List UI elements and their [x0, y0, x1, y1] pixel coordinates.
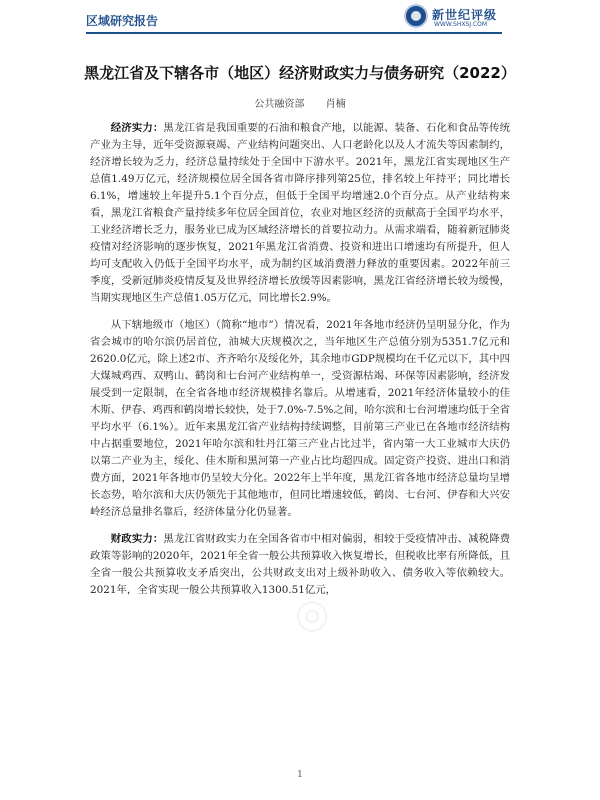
logo-seal-icon	[404, 4, 428, 28]
brand-logo	[404, 4, 524, 30]
paragraph-economic-strength	[90, 120, 510, 307]
header-divider	[86, 32, 502, 34]
paragraph-lead: 财政实力：	[110, 533, 164, 545]
logo-url: WWW.SHXSJ.COM	[434, 21, 488, 28]
section-label: 区域研究报告	[86, 14, 159, 28]
author-department: 公共融资部	[254, 99, 305, 110]
paragraph-fiscal-strength	[90, 531, 510, 599]
report-body	[90, 120, 510, 609]
paragraph-text: 从下辖地级市（地区）（简称“地市”）情况看，2021年各地市经济仍呈明显分化，作为省会城市的哈尔滨仍居首位，油城大庆规模次之，当年地区生产总值分别为5351.7亿元和2620.0亿元，除上述2市、齐齐哈尔及绥化外，其余地市GDP规模均在千亿元以下，其中四大煤城鸡西、双鸭山、鹤岗和七台河产业结构单一，受资源枯竭、环保等因素影响，经济发展受到一定限制，在全省各地市经济规模排名靠后。从增速看，2021年经济体量较小的佳木斯、伊春、鸡西和鹤岗增长较快，处于7.0%-7.5%之间，哈尔滨和七台河增速均低于全省平均水平（6.1%）。近年来黑龙江省产业结构持续调整，目前第三产业已在各地市经济结构中占据重要地位，2021年哈尔滨和牡丹江第三产业占比过半，省内第一大工业城市大庆仍以第二产业为主，绥化、佳木斯和黑河第一产业占比均超四成。固定资产投资、进出口和消费方面，2021年各地市仍呈较大分化。2022年上半年度，黑龙江省各地市经济总量均呈增长态势，哈尔滨和大庆仍领先于其他地市，但同比增速较低，鹤岗、七台河、伊春和大兴安岭经济总量排名靠后，经济体量分化仍显著。	[90, 319, 510, 518]
paragraph-city-overview	[90, 317, 510, 521]
paragraph-text: 黑龙江省财政实力在全国各省市中相对偏弱，相较于受疫情冲击、减税降费政策等影响的2020年，2021年全省一般公共预算收入恢复增长，但税收比率有所降低，且全省一般公共预算收支矛盾突出，公共财政支出对上级补助收入、债务收入等依赖较大。2021年，全省实现一般公共预算收入1300.51亿元，	[90, 533, 511, 596]
author-line	[60, 95, 540, 110]
logo-name: 新世纪评级	[432, 8, 498, 22]
page-number: 1	[297, 770, 303, 780]
report-title: 黑龙江省及下辖各市（地区）经济财政实力与债务研究（2022）	[84, 64, 516, 82]
author-name: 肖楠	[325, 99, 346, 110]
watermark-icon: ◎	[281, 587, 339, 643]
page-header	[0, 0, 600, 34]
paragraph-lead: 经济实力：	[110, 122, 164, 134]
paragraph-text: 黑龙江省是我国重要的石油和粮食产地，以能源、装备、石化和食品等传统产业为主导，近年受资源衰竭、产业结构问题突出、人口老龄化以及人才流失等因素制约，经济增长较为乏力，经济总量持续处于全国中下游水平。2021年，黑龙江省实现地区生产总值1.49万亿元，经济规模位居全国各省市降序排列第25位，排名较上年持平；同比增长6.1%，增速较上年提升5.1个百分点，但低于全国平均增速2.0个百分点。从产业结构来看，黑龙江省粮食产量持续多年位居全国首位，农业对地区经济的贡献高于全国平均水平，工业经济增长乏力，服务业已成为区域经济增长的首要拉动力。从需求端看，随着新冠肺炎疫情对经济影响的逐步恢复，2021年黑龙江省消费、投资和进出口增速均有所提升，但人均可支配收入仍低于全国平均水平，成为制约区域消费潜力释放的重要因素。2022年前三季度，受新冠肺炎疫情反复及世界经济增长放缓等因素影响，黑龙江省经济增长较为缓慢，当期实现地区生产总值1.05万亿元，同比增长2.9%。	[90, 122, 511, 304]
